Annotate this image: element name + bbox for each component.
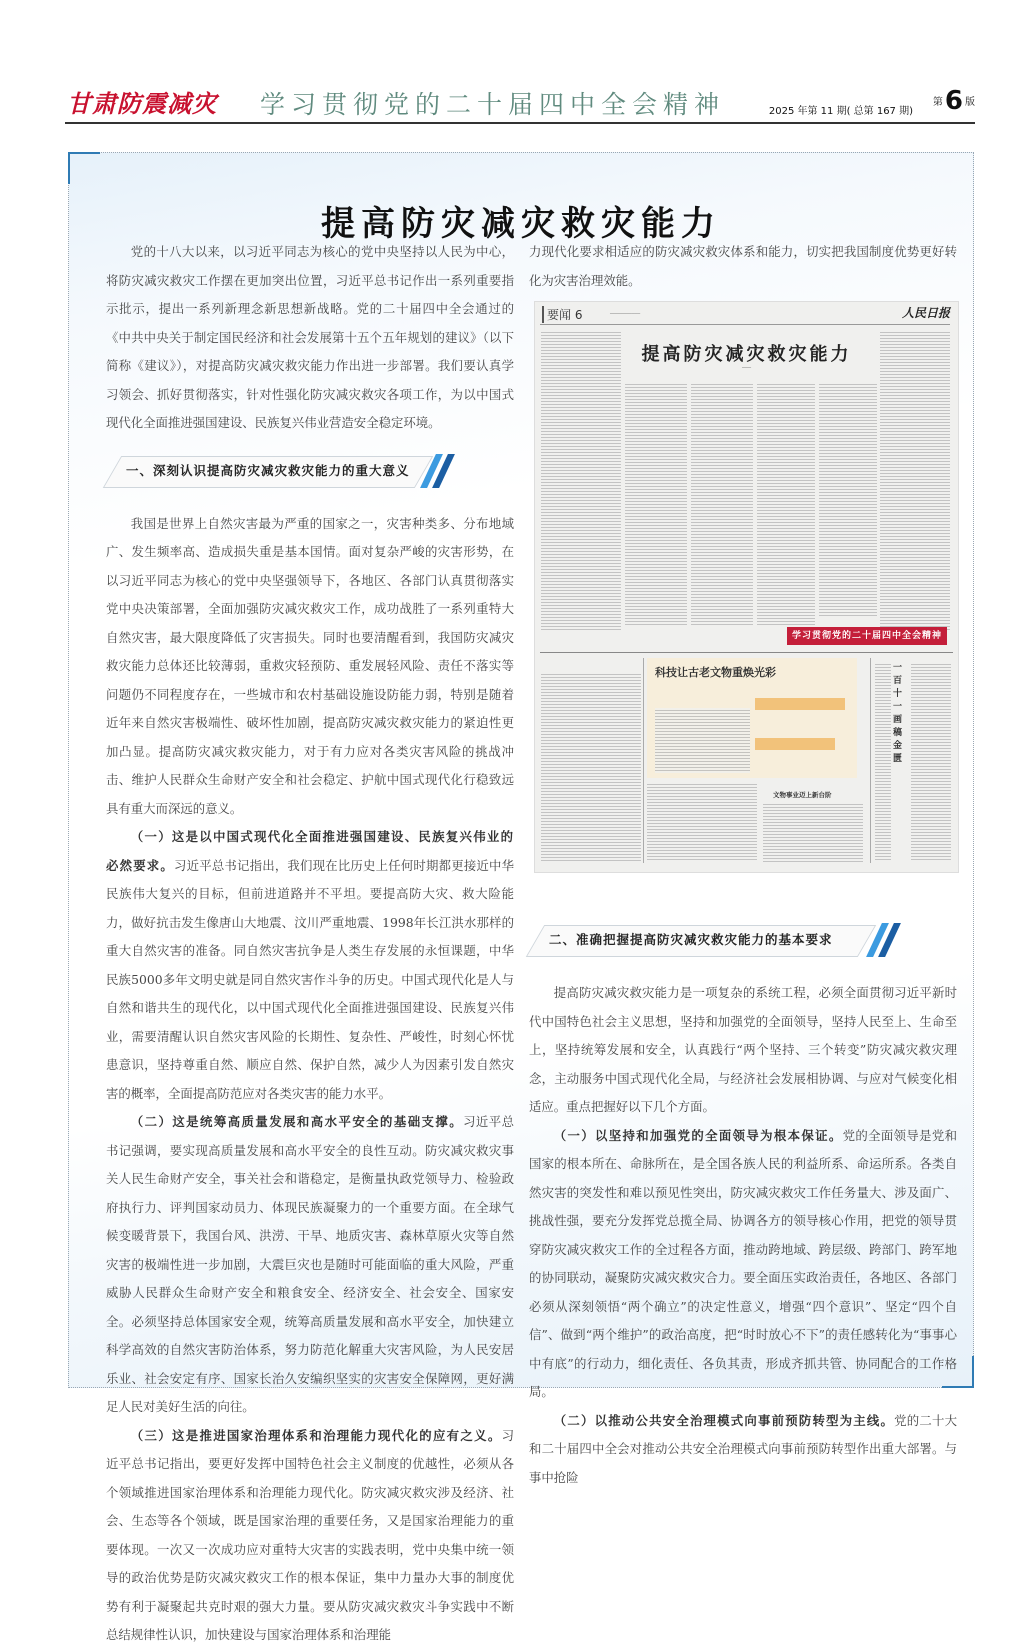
clip-text-block xyxy=(819,382,877,617)
column-banner: 学习贯彻党的二十届四中全会精神 xyxy=(260,90,726,119)
paragraph-lead: （三）这是推进国家治理体系和治理能力现代化的应有之义。 xyxy=(130,1427,502,1443)
page-number xyxy=(933,86,975,116)
section-heading-2 xyxy=(529,923,957,959)
paragraph-lead: （二）这是统筹高质量发展和高水平安全的基础支撑。 xyxy=(130,1114,464,1129)
article-title: 提高防灾减灾救灾能力 xyxy=(321,203,721,244)
clip-red-banner: 学习贯彻党的二十届四中全会精神 xyxy=(787,627,947,645)
section1-paragraph-2 xyxy=(106,823,514,1108)
section-heading-text: 二、准确把握提高防灾减灾救灾能力的基本要求 xyxy=(549,932,833,947)
left-column xyxy=(106,238,514,1650)
clip-text-block xyxy=(911,662,951,862)
clip-header xyxy=(540,306,950,325)
article-frame xyxy=(68,152,974,1642)
issue-info: 2025 年第 11 期( 总第 167 期) xyxy=(768,106,913,117)
clip-text-block xyxy=(875,662,891,862)
paragraph-body: 习近平总书记指出，我们现在比历史上任何时期都更接近中华民族伟大复兴的目标，但前进道路并不平坦。要提高防大灾、救大险能力，做好抗击发生像唐山大地震、汶川严重地震、1998年长江洪水那样的重大自然灾害的准备。同自然灾害抗争是人类生存发展的永恒课题，中华民族5000多年文明史就是同自然灾害作斗争的历史。中国式现代化是人与自然和谐共生的现代化，以中国式现代化全面推进强国建设、民族复兴伟业，需要清醒认识自然灾害风险的长期性、复杂性、严峻性，时刻心怀忧患意识，坚持尊重自然、顺应自然、保护自然，减少人为因素引发自然灾害的概率，全面提高防范应对各类灾害的能力水平。 xyxy=(106,857,515,1101)
clip-text-block xyxy=(880,330,950,630)
page-suffix: 版 xyxy=(965,97,975,108)
section1-paragraph-1: 我国是世界上自然灾害最为严重的国家之一，灾害种类多、分布地域广、发生频率高、造成损失重是基本国情。面对复杂严峻的灾害形势，在以习近平同志为核心的党中央坚强领导下，各地区、各部门认真贯彻落实党中央决策部署，全面加强防灾减灾救灾工作，成功战胜了一系列重特大自然灾害，最大限度降低了灾害损失。同时也要清醒看到，我国防灾减灾救灾能力总体还比较薄弱，重救灾轻预防、重发展轻风险、责任不落实等问题仍不同程度存在，一些城市和农村基础设施设防能力弱，特别是随着近年来自然灾害极端性、破坏性加剧，提高防灾减灾救灾能力的紧迫性更加凸显。提高防灾减灾救灾能力，对于有力应对各类灾害风险的挑战冲击、维护人民群众生命财产安全和社会稳定、护航中国式现代化行稳致远具有重大而深远的意义。 xyxy=(106,515,514,816)
clip-feature-title: 科技让古老文物重焕光彩 xyxy=(655,666,776,679)
publication-logo: 甘肃防震减灾 xyxy=(67,89,217,118)
paragraph-lead: （一）以坚持和加强党的全面领导为根本保证。 xyxy=(553,1127,843,1143)
clip-orange-bar xyxy=(755,698,845,710)
paragraph-lead: （一）这是以中国式现代化全面推进强国建设、民族复兴伟业的必然要求。 xyxy=(106,829,514,873)
paragraph-lead: （二）以推动公共安全治理模式向事前预防转型为主线。 xyxy=(553,1412,895,1428)
clip-byline: ─── xyxy=(741,365,752,371)
clip-newspaper-logo: 人民日报 xyxy=(901,306,950,320)
clip-divider xyxy=(540,652,953,653)
clip-vertical-title: 一百十一画稿金匮 xyxy=(893,663,903,764)
page-prefix: 第 xyxy=(932,97,943,108)
intro-paragraph: 党的十八大以来，以习近平同志为核心的党中央坚持以人民为中心，将防灾减灾救灾工作摆在更加突出位置，习近平总书记作出一系列重要指示批示，提出一系列新理念新思想新战略。党的二十届四中全会通过的《中共中央关于制定国民经济和社会发展第十五个五年规划的建议》（以下简称《建议》），对提高防灾减灾救灾能力作出进一步部署。我们要认真学习领会、抓好贯彻落实，针对性强化防灾减灾救灾各项工作，为以中国式现代化全面推进强国建设、民族复兴伟业营造安全稳定环境。 xyxy=(106,244,514,430)
paragraph-body: 习近平总书记强调，要实现高质量发展和高水平安全的良性互动。防灾减灾救灾事关人民生命财产安全，事关社会和谐稳定，是衡量执政党领导力、检验政府执行力、评判国家动员力、体现民族凝聚力的一个重要方面。在全球气候变暖背景下，我国台风、洪涝、干旱、地质灾害、森林草原火灾等自然灾害的极端性进一步加剧，大震巨灾也是随时可能面临的重大风险，严重威胁人民群众生命财产安全和粮食安全、经济安全、社会安全、国家安全。必须坚持总体国家安全观，统筹高质量发展和高水平安全，加快建立科学高效的自然灾害防治体系，努力防范化解重大灾害风险，为人民安居乐业、社会安定有序、国家长治久安编织坚实的灾害安全保障网，更好满足人民对美好生活的向往。 xyxy=(106,1114,515,1414)
clip-text-block xyxy=(691,382,753,627)
clip-column-divider xyxy=(870,658,871,863)
section-heading-text: 一、深刻认识提高防灾减灾救灾能力的重大意义 xyxy=(126,462,410,478)
right-column-bottom xyxy=(529,979,957,1492)
page-number-value: 6 xyxy=(944,86,963,116)
paragraph-body: 党的二十大和二十届四中全会对推动公共安全治理模式向事前预防转型作出重大部署。与事中抢险 xyxy=(529,1412,958,1485)
clip-text-block xyxy=(647,782,757,862)
masthead xyxy=(65,82,975,124)
clip-text-block xyxy=(625,382,687,627)
section2-paragraph-2 xyxy=(529,1122,957,1407)
clip-text-block xyxy=(757,382,815,627)
clip-text-block xyxy=(541,672,641,862)
clip-date-line: ────────── xyxy=(610,311,641,317)
clip-feature-box xyxy=(647,658,857,778)
newspaper-clipping-image xyxy=(534,301,959,873)
clip-title: 提高防灾减灾救灾能力 xyxy=(641,344,852,365)
clip-subheading: 文物事业迈上新台阶 xyxy=(773,791,832,799)
clip-section-label: 要闻 6 xyxy=(542,306,582,323)
clip-orange-bar xyxy=(755,738,835,750)
section1-paragraph-4-continued: 力现代化要求相适应的防灾减灾救灾体系和能力，切实把我国制度优势更好转化为灾害治理效能。 xyxy=(529,244,957,288)
section-heading-1 xyxy=(106,454,514,490)
clip-column-divider xyxy=(643,658,644,863)
right-column-top xyxy=(529,238,957,295)
section1-paragraph-3 xyxy=(106,1108,514,1422)
frame-corner-top-left xyxy=(68,152,100,184)
clip-text-block xyxy=(655,708,750,773)
section2-paragraph-1: 提高防灾减灾救灾能力是一项复杂的系统工程，必须全面贯彻习近平新时代中国特色社会主义思想，坚持和加强党的全面领导，坚持人民至上、生命至上，坚持统筹发展和安全，认真践行“两个坚持、三个转变”防灾减灾救灾理念，主动服务中国式现代化全局，与经济社会发展相协调、与应对气候变化相适应。重点把握好以下几个方面。 xyxy=(529,985,957,1114)
section1-paragraph-4 xyxy=(106,1422,514,1650)
clip-text-block xyxy=(541,330,621,630)
paragraph-body: 党的全面领导是党和国家的根本所在、命脉所在，是全国各族人民的利益所系、命运所系。各类自然灾害的突发性和难以预见性突出，防灾减灾救灾工作任务量大、涉及面广、挑战性强，要充分发挥党总揽全局、协调各方的领导核心作用，把党的领导贯穿防灾减灾救灾工作的全过程各方面，推动跨地域、跨层级、跨部门、跨军地的协同联动，凝聚防灾减灾救灾合力。要全面压实政治责任，各地区、各部门必须从深刻领悟“两个确立”的决定性意义，增强“四个意识”、坚定“四个自信”、做到“两个维护”的政治高度，把“时时放心不下”的责任感转化为“事事心中有底”的行动力，细化责任、各负其责，形成齐抓共管、协同配合的工作格局。 xyxy=(529,1127,958,1399)
section2-paragraph-3 xyxy=(529,1407,957,1493)
paragraph-body: 习近平总书记指出，要更好发挥中国特色社会主义制度的优越性，必须从各个领域推进国家治理体系和治理能力现代化。防灾减灾救灾涉及经济、社会、生态等各个领域，既是国家治理的重要任务，又是国家治理能力的重要体现。一次又一次成功应对重特大灾害的实践表明，党中央集中统一领导的政治优势是防灾减灾救灾工作的根本保证，集中力量办大事的制度优势有利于凝聚起共克时艰的强大力量。要从防灾减灾救灾斗争实践中不断总结规律性认识，加快建设与国家治理体系和治理能 xyxy=(106,1427,514,1642)
clip-text-block xyxy=(763,802,863,862)
